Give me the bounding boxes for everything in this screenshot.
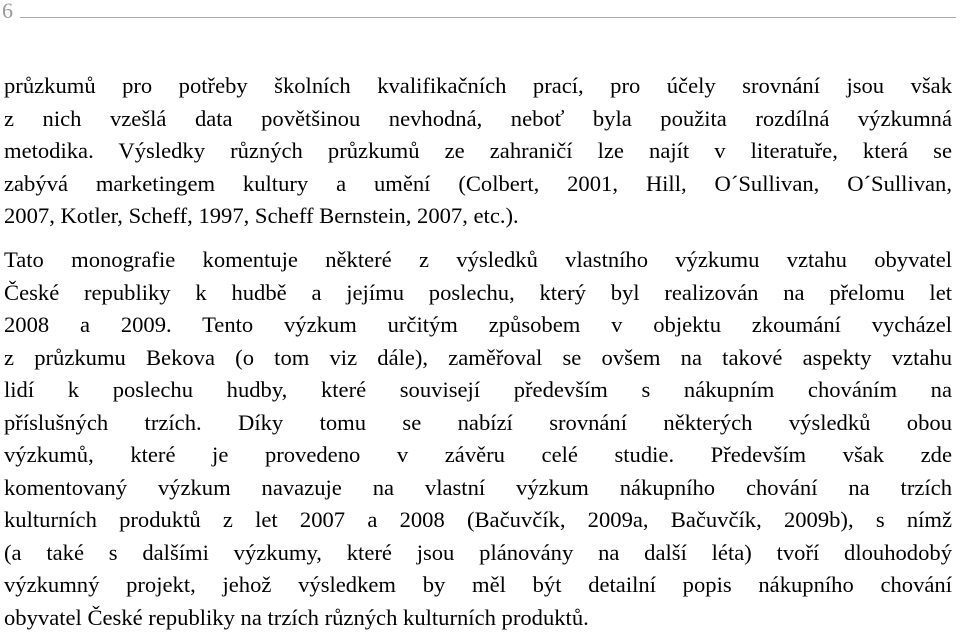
text-line: výzkumů, které je provedeno v závěru celé studie. Především však zde	[4, 442, 952, 467]
text-line: 2008 a 2009. Tento výzkum určitým způsobem v objektu zkoumání vycházel	[4, 312, 952, 337]
text-line: průzkumů pro potřeby školních kvalifikačních prací, pro účely srovnání jsou však	[4, 73, 952, 98]
text-line: z nich vzešlá data povětšinou nevhodná, neboť byla použita rozdílná výzkumná	[4, 105, 952, 131]
text-line: lidí k poslechu hudby, které souvisejí především s nákupním chováním na	[4, 377, 952, 402]
text-line: (a také s dalšími výzkumy, které jsou plánovány na další léta) tvoří dlouhodobý	[4, 539, 952, 565]
text-line: příslušných trzích. Díky tomu se nabízí srovnání některých výsledků obou	[4, 409, 952, 435]
paragraph-2	[4, 244, 952, 634]
text-line: 2007, Kotler, Scheff, 1997, Scheff Bernstein, 2007, etc.).	[4, 203, 519, 228]
text-line: obyvatel České republiky na trzích různých kulturních produktů.	[4, 604, 589, 630]
text-line: Tato monografie komentuje některé z výsledků vlastního výzkumu vztahu obyvatel	[4, 247, 952, 272]
header-rule	[20, 17, 956, 18]
text-line: z průzkumu Bekova (o tom viz dále), zaměřoval se ovšem na takové aspekty vztahu	[4, 344, 952, 370]
text-line: České republiky k hudbě a jejímu poslechu, který byl realizován na přelomu let	[4, 279, 952, 305]
text-line: metodika. Výsledky různých průzkumů ze zahraničí lze najít v literatuře, která se	[4, 138, 952, 163]
text-line: komentovaný výzkum navazuje na vlastní výzkum nákupního chování na trzích	[4, 474, 952, 500]
text-line: kulturních produktů z let 2007 a 2008 (Bačuvčík, 2009a, Bačuvčík, 2009b), s nímž	[4, 507, 952, 532]
text-line: zabývá marketingem kultury a umění (Colbert, 2001, Hill, O´Sullivan, O´Sullivan,	[4, 170, 952, 196]
page-number: 6	[2, 0, 13, 23]
text-line: výzkumný projekt, jehož výsledkem by měl být detailní popis nákupního chování	[4, 572, 952, 597]
paragraph-1	[4, 70, 952, 233]
